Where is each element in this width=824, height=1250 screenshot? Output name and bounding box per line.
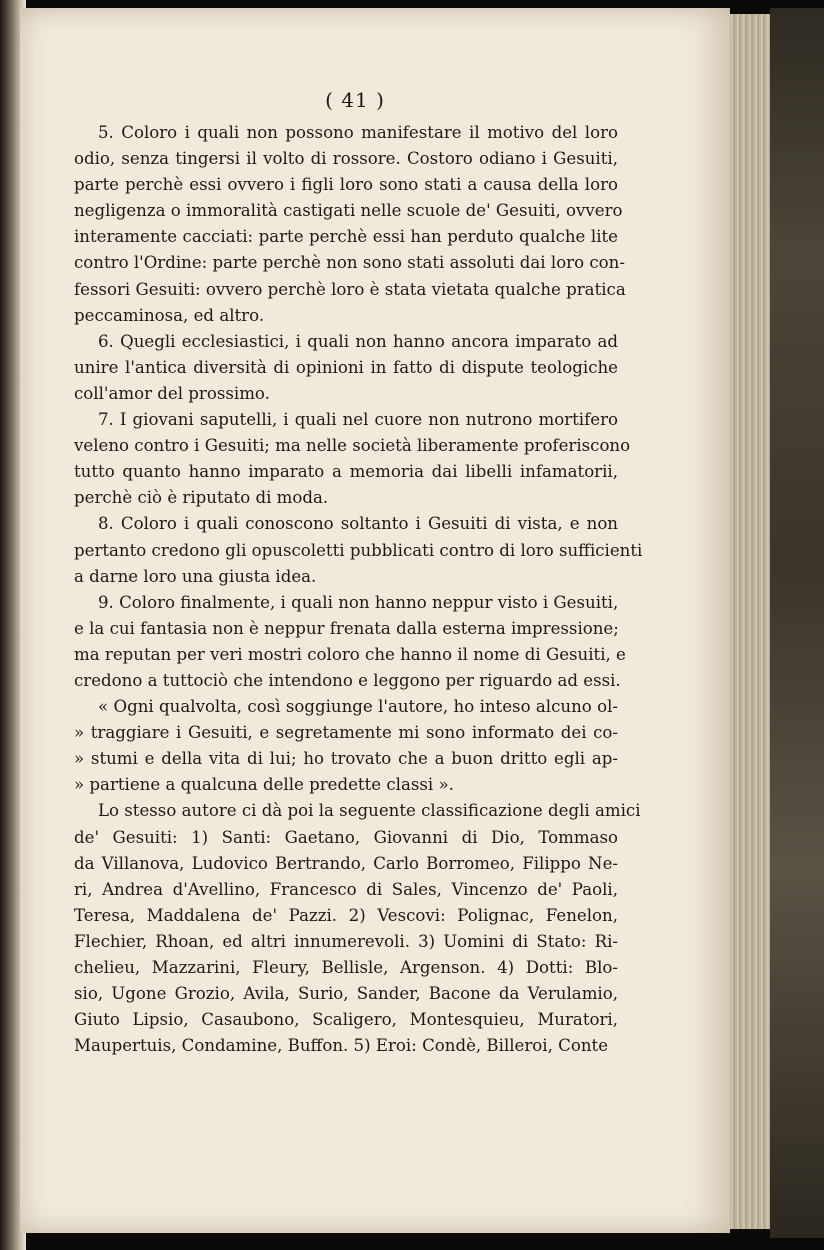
text-line: Maupertuis, Condamine, Buffon. 5) Eroi: Condè, Billeroi, Conte [74,1036,609,1056]
text-line: Giuto Lipsio, Casaubono, Scaligero, Montesquieu, Muratori, [74,1010,618,1030]
text-line: fessori Gesuiti: ovvero perchè loro è stata vietata qualche pratica [74,279,626,299]
text-line: ma reputan per veri mostri coloro che hanno il nome di Gesuiti, e [74,644,626,664]
text-line: e la cui fantasia non è neppur frenata dalla esterna impressione; [74,618,619,638]
text-block [74,120,643,1059]
text-line: interamente cacciati: parte perchè essi han perduto qualche lite [74,227,618,247]
text-line: Flechier, Rhoan, ed altri innumerevoli. 3) Uomini di Stato: Ri- [74,931,618,951]
text-line: Teresa, Maddalena de' Pazzi. 2) Vescovi: Polignac, Fenelon, [74,905,618,925]
text-line: » traggiare i Gesuiti, e segretamente mi sono informato dei co- [74,723,618,743]
text-line: pertanto credono gli opuscoletti pubblicati contro di loro sufficienti [74,540,643,560]
text-line: negligenza o immoralità castigati nelle scuole de' Gesuiti, ovvero [74,201,623,221]
text-line: veleno contro i Gesuiti; ma nelle società liberamente proferiscono [74,436,631,456]
text-line: ri, Andrea d'Avellino, Francesco di Sales, Vincenzo de' Paoli, [74,879,618,899]
book-page [20,8,730,1233]
text-line: Lo stesso autore ci dà poi la seguente classificazione degli amici [98,801,641,821]
text-line: » stumi e della vita di lui; ho trovato che a buon dritto egli ap- [74,749,618,769]
text-line: sio, Ugone Grozio, Avila, Surio, Sander, Bacone da Verulamio, [74,984,618,1004]
text-line: 7. I giovani saputelli, i quali nel cuore non nutrono mortifero [98,410,618,430]
text-line: 6. Quegli ecclesiastici, i quali non hanno ancora imparato ad [98,331,618,351]
text-line: unire l'antica diversità di opinioni in fatto di dispute teologiche [74,357,618,377]
text-line: a darne loro una giusta idea. [74,566,317,586]
text-line: peccaminosa, ed altro. [74,305,265,325]
text-line: coll'amor del prossimo. [74,383,270,403]
book-binding [770,8,824,1238]
text-line: parte perchè essi ovvero i figli loro sono stati a causa della loro [74,175,618,195]
text-line: « Ogni qualvolta, così soggiunge l'autore, ho inteso alcuno ol- [98,697,618,717]
page-number: ( 41 ) [325,88,385,112]
text-line: da Villanova, Ludovico Bertrando, Carlo Borromeo, Filippo Ne- [74,853,618,873]
text-line: odio, senza tingersi il volto di rossore. Costoro odiano i Gesuiti, [74,149,618,169]
text-line: » partiene a qualcuna delle predette classi ». [74,775,454,795]
text-line: de' Gesuiti: 1) Santi: Gaetano, Giovanni di Dio, Tommaso [74,827,618,847]
text-line: 8. Coloro i quali conoscono soltanto i Gesuiti di vista, e non [98,514,618,534]
text-line: 5. Coloro i quali non possono manifestare il motivo del loro [98,123,618,142]
text-line: perchè ciò è riputato di moda. [74,488,329,508]
text-line: tutto quanto hanno imparato a memoria dai libelli infamatorii, [74,462,618,482]
text-line: 9. Coloro finalmente, i quali non hanno neppur visto i Gesuiti, [98,592,619,612]
text-line: credono a tuttociò che intendono e leggono per riguardo ad essi. [74,670,621,690]
text-line: chelieu, Mazzarini, Fleury, Bellisle, Argenson. 4) Dotti: Blo- [74,958,618,977]
text-line: contro l'Ordine: parte perchè non sono stati assoluti dai loro con- [74,253,625,273]
